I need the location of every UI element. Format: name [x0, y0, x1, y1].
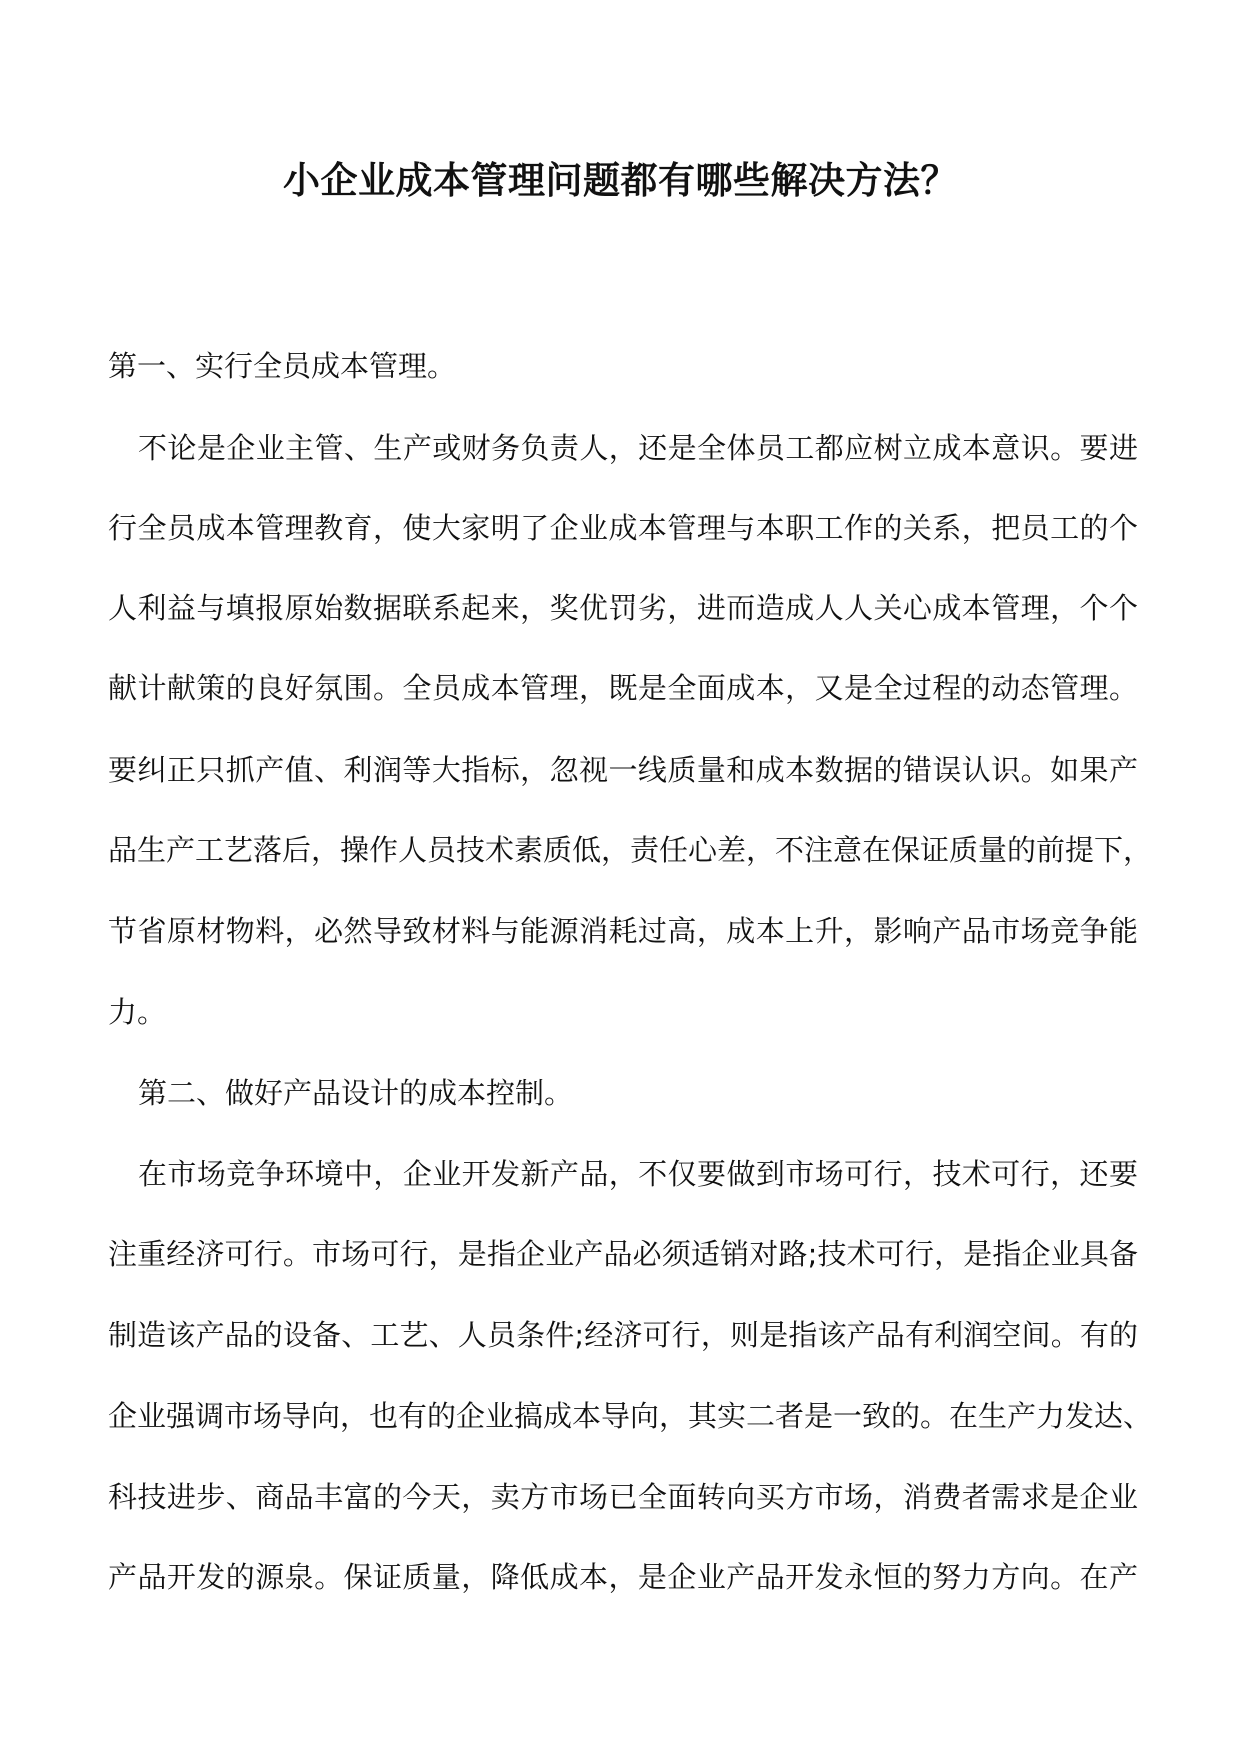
body-line: 制造该产品的设备、工艺、人员条件;经济可行，则是指该产品有利润空间。有的: [108, 1318, 1138, 1352]
body-line: 行全员成本管理教育，使大家明了企业成本管理与本职工作的关系，把员工的个: [108, 511, 1138, 545]
body-line: 节省原材物料，必然导致材料与能源消耗过高，成本上升，影响产品市场竞争能: [108, 914, 1138, 948]
body-line: 企业强调市场导向，也有的企业搞成本导向，其实二者是一致的。在生产力发达、: [108, 1399, 1153, 1433]
body-line: 在市场竞争环境中，企业开发新产品，不仅要做到市场可行，技术可行，还要: [138, 1157, 1138, 1191]
body-line: 产品开发的源泉。保证质量，降低成本，是企业产品开发永恒的努力方向。在产: [108, 1560, 1138, 1594]
body-line: 要纠正只抓产值、利润等大指标，忽视一线质量和成本数据的错误认识。如果产: [108, 753, 1138, 787]
body-line: 力。: [108, 995, 167, 1029]
body-line: 注重经济可行。市场可行，是指企业产品必须适销对路;技术可行，是指企业具备: [108, 1237, 1138, 1271]
section-heading-2: 第二、做好产品设计的成本控制。: [138, 1076, 574, 1110]
section-heading-1: 第一、实行全员成本管理。: [108, 349, 457, 383]
body-line: 品生产工艺落后，操作人员技术素质低，责任心差，不注意在保证质量的前提下，: [108, 833, 1153, 867]
document-title: 小企业成本管理问题都有哪些解决方法？: [283, 158, 958, 202]
body-line: 不论是企业主管、生产或财务负责人，还是全体员工都应树立成本意识。要进: [138, 431, 1138, 465]
body-line: 献计献策的良好氛围。全员成本管理，既是全面成本，又是全过程的动态管理。: [108, 671, 1138, 705]
body-line: 人利益与填报原始数据联系起来，奖优罚劣，进而造成人人关心成本管理，个个: [108, 591, 1138, 625]
body-line: 科技进步、商品丰富的今天，卖方市场已全面转向买方市场，消费者需求是企业: [108, 1480, 1138, 1514]
